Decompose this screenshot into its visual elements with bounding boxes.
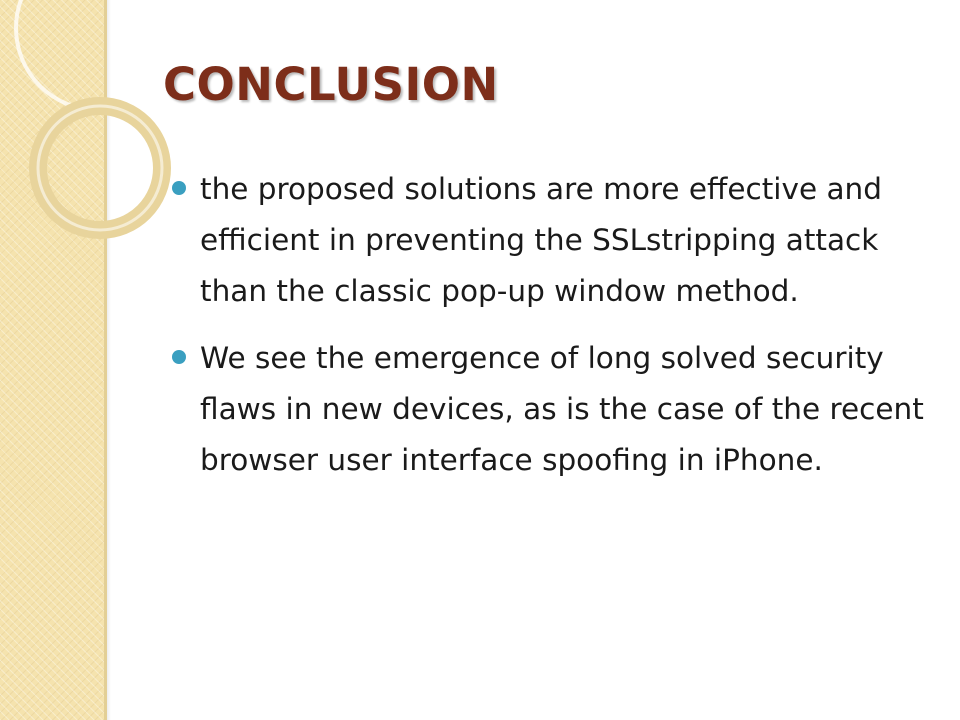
- bullet-marker-icon: [172, 181, 186, 195]
- bullet-list: [172, 164, 932, 502]
- bullet-item: [172, 164, 932, 317]
- slide-title: CONCLUSION: [163, 58, 499, 111]
- bullet-marker-icon: [172, 350, 186, 364]
- decorative-circle-small-inner: [38, 106, 162, 230]
- decorative-circles: [0, 0, 200, 260]
- bullet-text: We see the emergence of long solved security flaws in new devices, as is the case of the recent browser user interface spoofing in iPhone.: [200, 341, 924, 477]
- bullet-text: the proposed solutions are more effective and efficient in preventing the SSLstripping attack than the classic pop-up window method.: [200, 172, 882, 308]
- bullet-item: [172, 333, 932, 486]
- decorative-circle-large: [16, 0, 180, 110]
